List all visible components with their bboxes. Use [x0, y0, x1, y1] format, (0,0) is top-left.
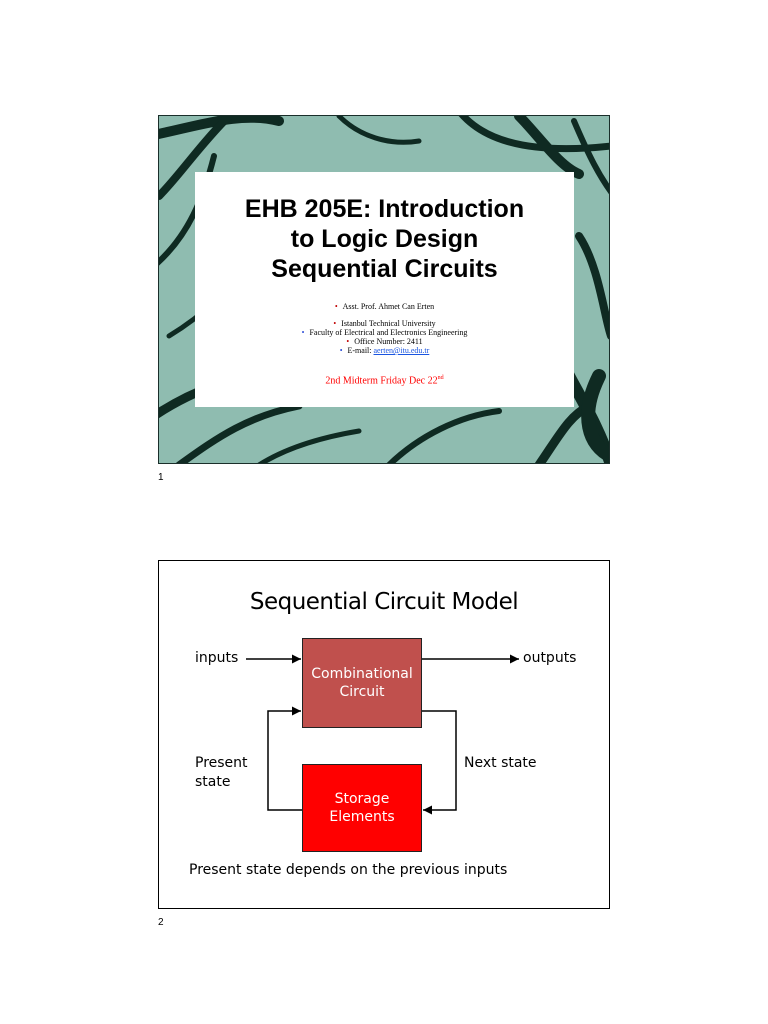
- office-number: Office Number: 2411: [354, 337, 423, 346]
- office-line: [195, 337, 574, 346]
- present-state-label: Present state: [195, 755, 248, 790]
- slide-title: Sequential Circuit Model: [249, 589, 519, 615]
- title-line: EHB 205E: Introduction: [244, 195, 525, 223]
- bullet-icon: •: [346, 337, 350, 346]
- bullet-icon: •: [301, 328, 305, 337]
- page-number: 2: [158, 917, 164, 928]
- outputs-label: outputs: [523, 650, 577, 666]
- midterm-notice: [195, 375, 574, 386]
- combinational-circuit-block: Combinational Circuit: [302, 638, 422, 728]
- present-state-wire: [268, 711, 302, 810]
- page-number: 1: [158, 472, 164, 483]
- instructor-info: [195, 302, 574, 355]
- bullet-icon: •: [334, 302, 338, 311]
- midterm-suffix: nd: [437, 375, 444, 381]
- title-line: Sequential Circuits: [271, 255, 498, 283]
- faculty-name: Faculty of Electrical and Electronics Engineering: [309, 328, 468, 337]
- circuit-model-slide: [158, 560, 610, 909]
- storage-elements-block: Storage Elements: [302, 764, 422, 852]
- instructor-name: Asst. Prof. Ahmet Can Erten: [342, 302, 435, 311]
- instructor-line: [195, 302, 574, 311]
- midterm-text: 2nd Midterm Friday Dec 22: [325, 375, 438, 387]
- title-slide: [158, 115, 610, 464]
- faculty-line: [195, 328, 574, 337]
- title-line: to Logic Design: [290, 225, 479, 253]
- caption: Present state depends on the previous inputs: [189, 862, 508, 878]
- inputs-label: inputs: [195, 650, 239, 666]
- email-link[interactable]: aerten@itu.edu.tr: [373, 346, 430, 355]
- next-state-label: Next state: [464, 755, 537, 771]
- title-card: [195, 172, 574, 407]
- next-state-wire: [422, 711, 456, 810]
- slide-title: [195, 194, 574, 284]
- circuit-wires: [159, 561, 611, 910]
- bullet-icon: •: [333, 319, 337, 328]
- university-line: [195, 319, 574, 328]
- email-label: E-mail:: [347, 346, 372, 355]
- bullet-icon: •: [339, 346, 343, 355]
- email-line: [195, 346, 574, 355]
- university-name: Istanbul Technical University: [341, 319, 436, 328]
